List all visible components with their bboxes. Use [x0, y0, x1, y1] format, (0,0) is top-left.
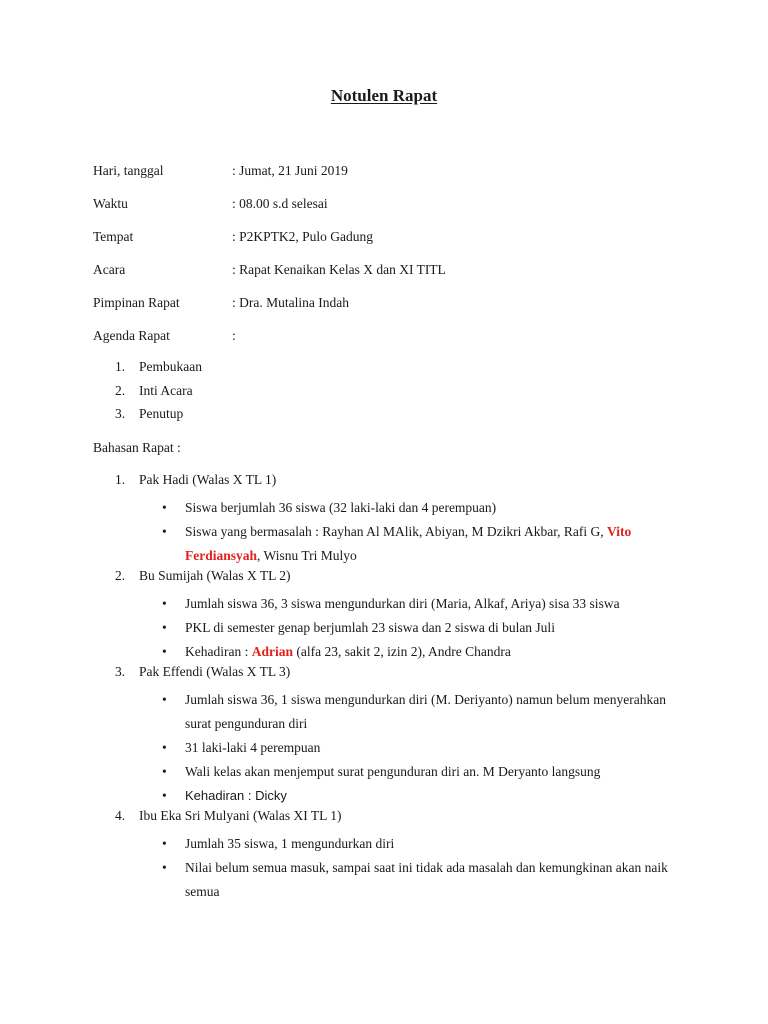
point-text: Siswa yang bermasalah : Rayhan Al MAlik, Abiyan, M Dzikri Akbar, Rafi G,: [185, 524, 608, 539]
bullet-icon: •: [162, 596, 167, 611]
speaker-name: Bu Sumijah (Walas X TL 2): [139, 568, 291, 583]
bullet-point: [93, 760, 675, 784]
bullet-point: [93, 784, 675, 808]
bullet-icon: •: [162, 788, 167, 803]
list-number: 1.: [115, 359, 126, 374]
info-value: : 08.00 s.d selesai: [232, 196, 328, 211]
bullet-point: [93, 640, 675, 664]
discussion-item-head: [93, 664, 693, 688]
discussion-item-head: [93, 472, 693, 496]
point-text: Kehadiran : Dicky: [185, 788, 287, 803]
point-text: Kehadiran :: [185, 644, 252, 659]
discussion-heading: Bahasan Rapat :: [93, 440, 181, 455]
speaker-name: Ibu Eka Sri Mulyani (Walas XI TL 1): [139, 808, 342, 823]
agenda-item-text: Penutup: [139, 406, 184, 421]
point-text: (alfa 23, sakit 2, izin 2), Andre Chandra: [293, 644, 511, 659]
highlighted-name: Vito Ferdiansyah: [185, 524, 632, 563]
point-text: Jumlah siswa 36, 3 siswa mengundurkan diri (Maria, Alkaf, Ariya) sisa 33 siswa: [185, 596, 620, 611]
info-value: : Jumat, 21 Juni 2019: [232, 163, 348, 178]
agenda-item-text: Pembukaan: [139, 359, 202, 374]
speaker-name: Pak Effendi (Walas X TL 3): [139, 664, 291, 679]
point-text: PKL di semester genap berjumlah 23 siswa dan 2 siswa di bulan Juli: [185, 620, 555, 635]
point-text: Wali kelas akan menjemput surat pengunduran diri an. M Deryanto langsung: [185, 764, 601, 779]
bullet-icon: •: [162, 860, 167, 875]
bullet-icon: •: [162, 740, 167, 755]
list-number: 2.: [115, 382, 126, 398]
list-number: 3.: [115, 406, 126, 421]
bullet-icon: •: [162, 764, 167, 779]
list-number: 1.: [115, 472, 126, 487]
info-value: : P2KPTK2, Pulo Gadung: [232, 229, 374, 244]
bullet-point: [93, 856, 675, 904]
highlighted-name: Adrian: [251, 644, 293, 659]
discussion-item-3: [93, 664, 693, 808]
point-text: 31 laki-laki 4 perempuan: [185, 740, 321, 755]
agenda-item-text: Inti Acara: [139, 382, 193, 398]
point-text: , Wisnu Tri Mulyo: [257, 548, 357, 563]
point-text: Siswa berjumlah 36 siswa (32 laki-laki dan 4 perempuan): [185, 500, 497, 515]
discussion-item-4: [93, 808, 693, 904]
bullet-icon: •: [162, 500, 167, 515]
discussion-item-head: [93, 568, 693, 592]
info-label: Acara: [93, 262, 126, 277]
speaker-name: Pak Hadi (Walas X TL 1): [139, 472, 277, 487]
discussion-item-1: [93, 472, 693, 568]
bullet-icon: •: [162, 692, 167, 707]
list-number: 4.: [115, 808, 126, 823]
info-value: : Dra. Mutalina Indah: [232, 295, 349, 310]
bullet-point: [93, 592, 675, 616]
info-label: Hari, tanggal: [93, 163, 164, 178]
bullet-icon: •: [162, 644, 167, 659]
bullet-point: [93, 616, 675, 640]
point-text: Nilai belum semua masuk, sampai saat ini tidak ada masalah dan kemungkinan akan naik semua: [185, 860, 668, 899]
bullet-icon: •: [162, 524, 167, 539]
point-text: Jumlah 35 siswa, 1 mengundurkan diri: [185, 836, 395, 851]
point-text: Jumlah siswa 36, 1 siswa mengundurkan diri (M. Deriyanto) namun belum menyerahkan surat pengunduran diri: [185, 692, 667, 731]
info-label: Agenda Rapat: [93, 328, 170, 343]
discussion-item-head: [93, 808, 693, 832]
bullet-point: [93, 520, 675, 568]
discussion-item-2: [93, 568, 693, 664]
info-label: Tempat: [93, 229, 134, 244]
info-value: :: [232, 328, 236, 343]
bullet-point: [93, 832, 675, 856]
bullet-point: [93, 688, 675, 736]
info-value: : Rapat Kenaikan Kelas X dan XI TITL: [232, 262, 446, 277]
bullet-icon: •: [162, 620, 167, 635]
bullet-point: [93, 496, 675, 520]
info-label: Waktu: [93, 196, 128, 211]
discussion-list: [93, 472, 693, 904]
info-label: Pimpinan Rapat: [93, 295, 180, 310]
list-number: 3.: [115, 664, 126, 679]
document-title: Notulen Rapat: [330, 86, 438, 105]
list-number: 2.: [115, 568, 126, 583]
bullet-point: [93, 736, 675, 760]
bullet-icon: •: [162, 836, 167, 851]
